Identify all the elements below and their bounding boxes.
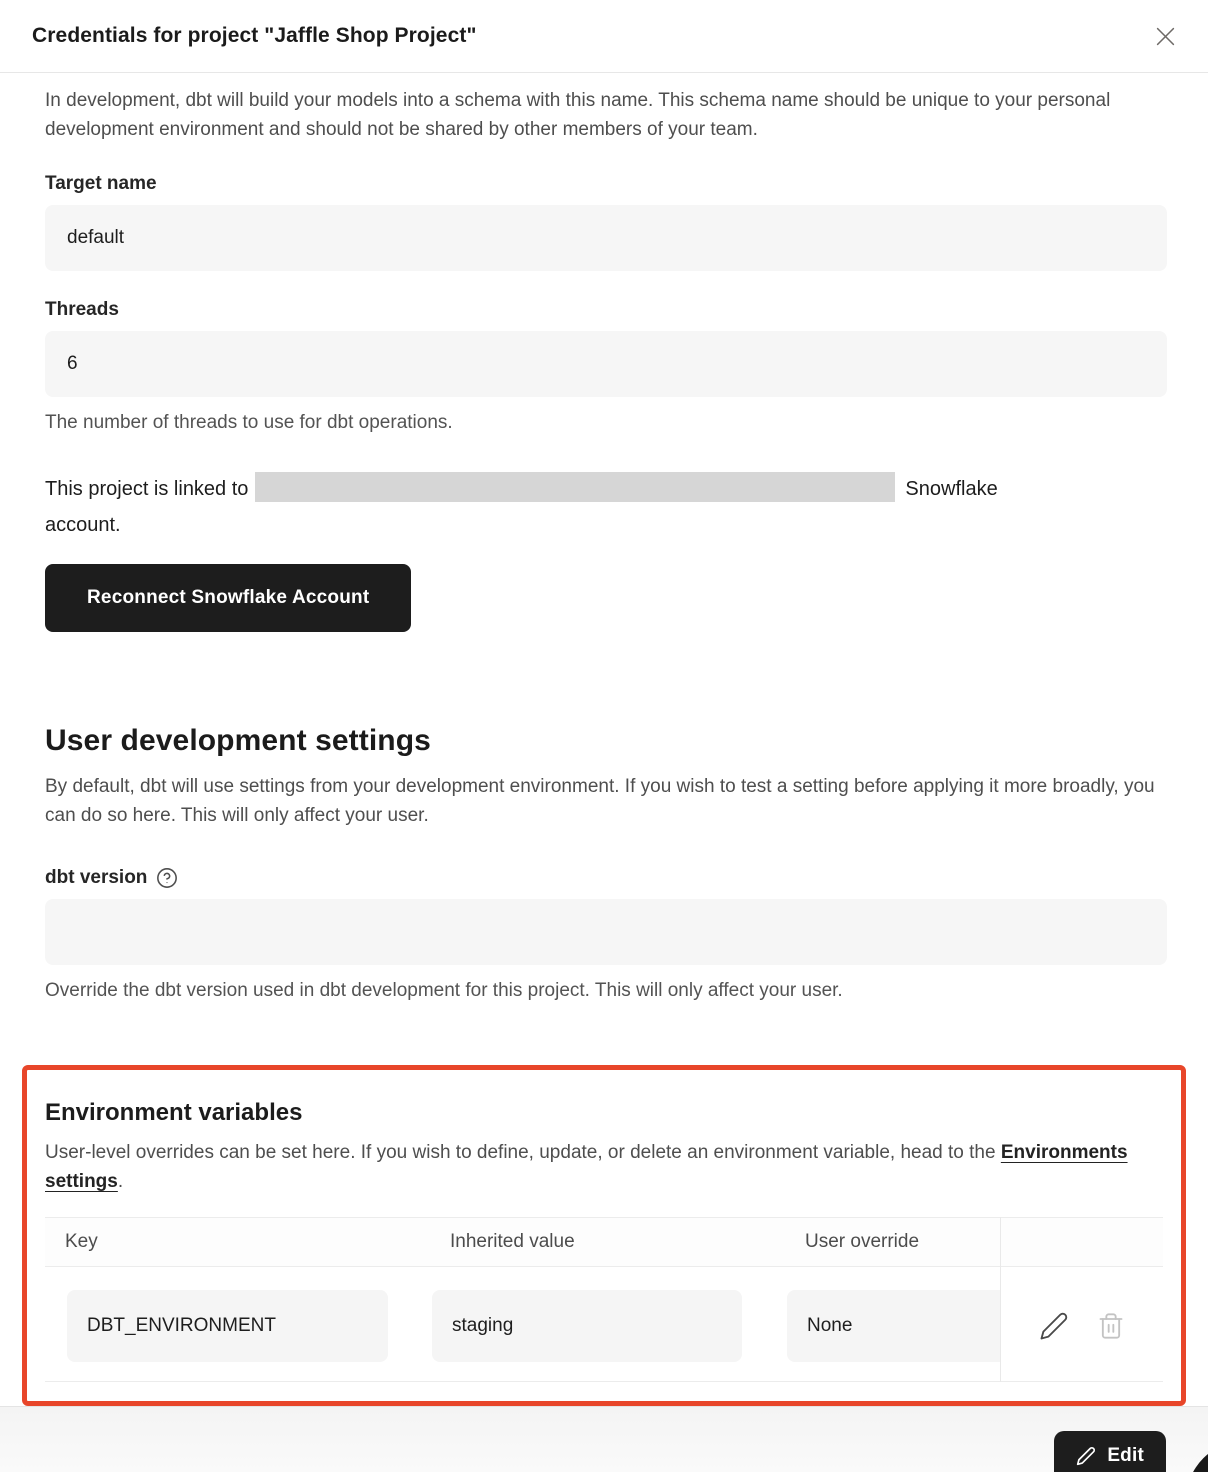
user-dev-settings-heading: User development settings [45, 724, 431, 757]
env-var-user-override-value: None [787, 1290, 1000, 1362]
linked-account-text-before: This project is linked to [45, 478, 249, 500]
modal-footer [0, 1406, 1208, 1472]
threads-helper: The number of threads to use for dbt operations. [45, 412, 453, 433]
dbt-version-label: dbt version [45, 867, 148, 888]
environments-settings-link[interactable]: Environments settings [45, 1142, 1128, 1192]
environment-variables-heading: Environment variables [45, 1099, 303, 1126]
linked-account-text [45, 471, 1167, 543]
column-header-key: Key [65, 1231, 98, 1252]
environment-variables-table [45, 1217, 1163, 1382]
dbt-version-helper: Override the dbt version used in dbt development for this project. This will only affect your user. [45, 980, 843, 1001]
target-name-input[interactable] [45, 205, 1167, 271]
column-header-user-override: User override [805, 1231, 920, 1252]
environment-variables-description [45, 1138, 1163, 1196]
edit-button[interactable] [1054, 1431, 1166, 1472]
threads-input[interactable] [45, 331, 1167, 397]
schema-description: In development, dbt will build your models into a schema with this name. This schema name should be unique to your personal development environment and should not be shared by other members of your team. [45, 90, 1111, 140]
redacted-account-name [255, 472, 895, 502]
row-actions [1000, 1309, 1163, 1343]
modal-body [0, 73, 1208, 1406]
pencil-icon [1039, 1311, 1069, 1341]
modal-title: Credentials for project "Jaffle Shop Project" [32, 24, 477, 47]
close-icon [1152, 23, 1179, 50]
trash-icon [1097, 1312, 1125, 1340]
env-var-inherited-value: staging [432, 1290, 742, 1362]
env-description-before-link: User-level overrides can be set here. If you wish to define, update, or delete an environment variable, head to the [45, 1142, 1001, 1163]
table-row [45, 1267, 1163, 1382]
column-header-inherited-value: Inherited value [450, 1231, 575, 1252]
env-description-after-link: . [117, 1171, 124, 1192]
target-name-label: Target name [45, 173, 157, 194]
linked-account-text-after: Snowflake [905, 478, 998, 500]
close-button[interactable] [1148, 19, 1182, 53]
help-circle-icon[interactable] [156, 867, 178, 889]
table-header-row [45, 1217, 1163, 1267]
reconnect-snowflake-button[interactable]: Reconnect Snowflake Account [45, 564, 411, 632]
threads-label: Threads [45, 299, 119, 320]
user-dev-settings-description: By default, dbt will use settings from your development environment. If you wish to test a setting before applying it more broadly, you can do so here. This will only affect your user. [45, 776, 1155, 826]
delete-variable-button[interactable] [1095, 1310, 1127, 1342]
edit-button-label: Edit [1107, 1444, 1144, 1466]
table-column-divider [1000, 1217, 1001, 1382]
dbt-version-input[interactable] [45, 899, 1167, 965]
modal-header [0, 0, 1208, 73]
linked-account-text-line2: account. [45, 514, 121, 536]
env-var-key-value: DBT_ENVIRONMENT [67, 1290, 388, 1362]
pencil-icon [1076, 1446, 1096, 1466]
edit-variable-button[interactable] [1037, 1309, 1071, 1343]
environment-variables-highlight-box [22, 1065, 1186, 1406]
